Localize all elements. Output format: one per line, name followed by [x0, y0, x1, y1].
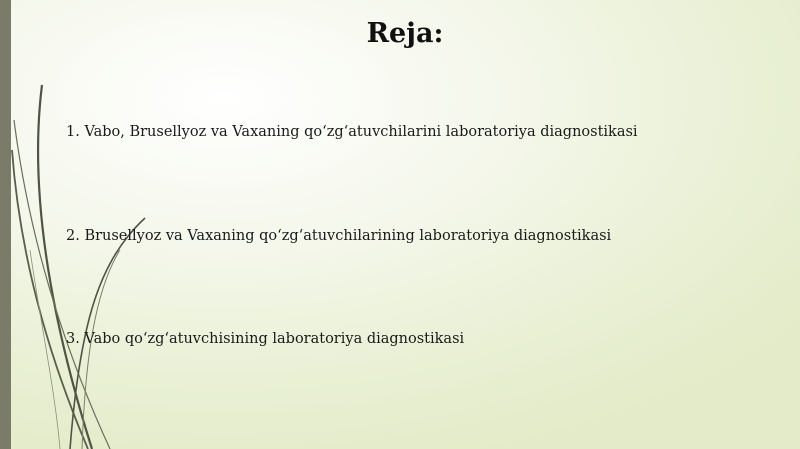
agenda-item-2: 2. Brusellyoz va Vaxaning qo‘zg‘atuvchilarining laboratoriya diagnostikasi: [66, 228, 612, 244]
decorative-grass-strokes: [0, 0, 160, 449]
agenda-item-3: 3. Vabo qo‘zg‘atuvchisining laboratoriya diagnostikasi: [66, 331, 465, 347]
slide-title: Reja:: [366, 18, 444, 49]
agenda-item-1: 1. Vabo, Brusellyoz va Vaxaning qo‘zg‘atuvchilarini laboratoriya diagnostikasi: [66, 124, 638, 140]
